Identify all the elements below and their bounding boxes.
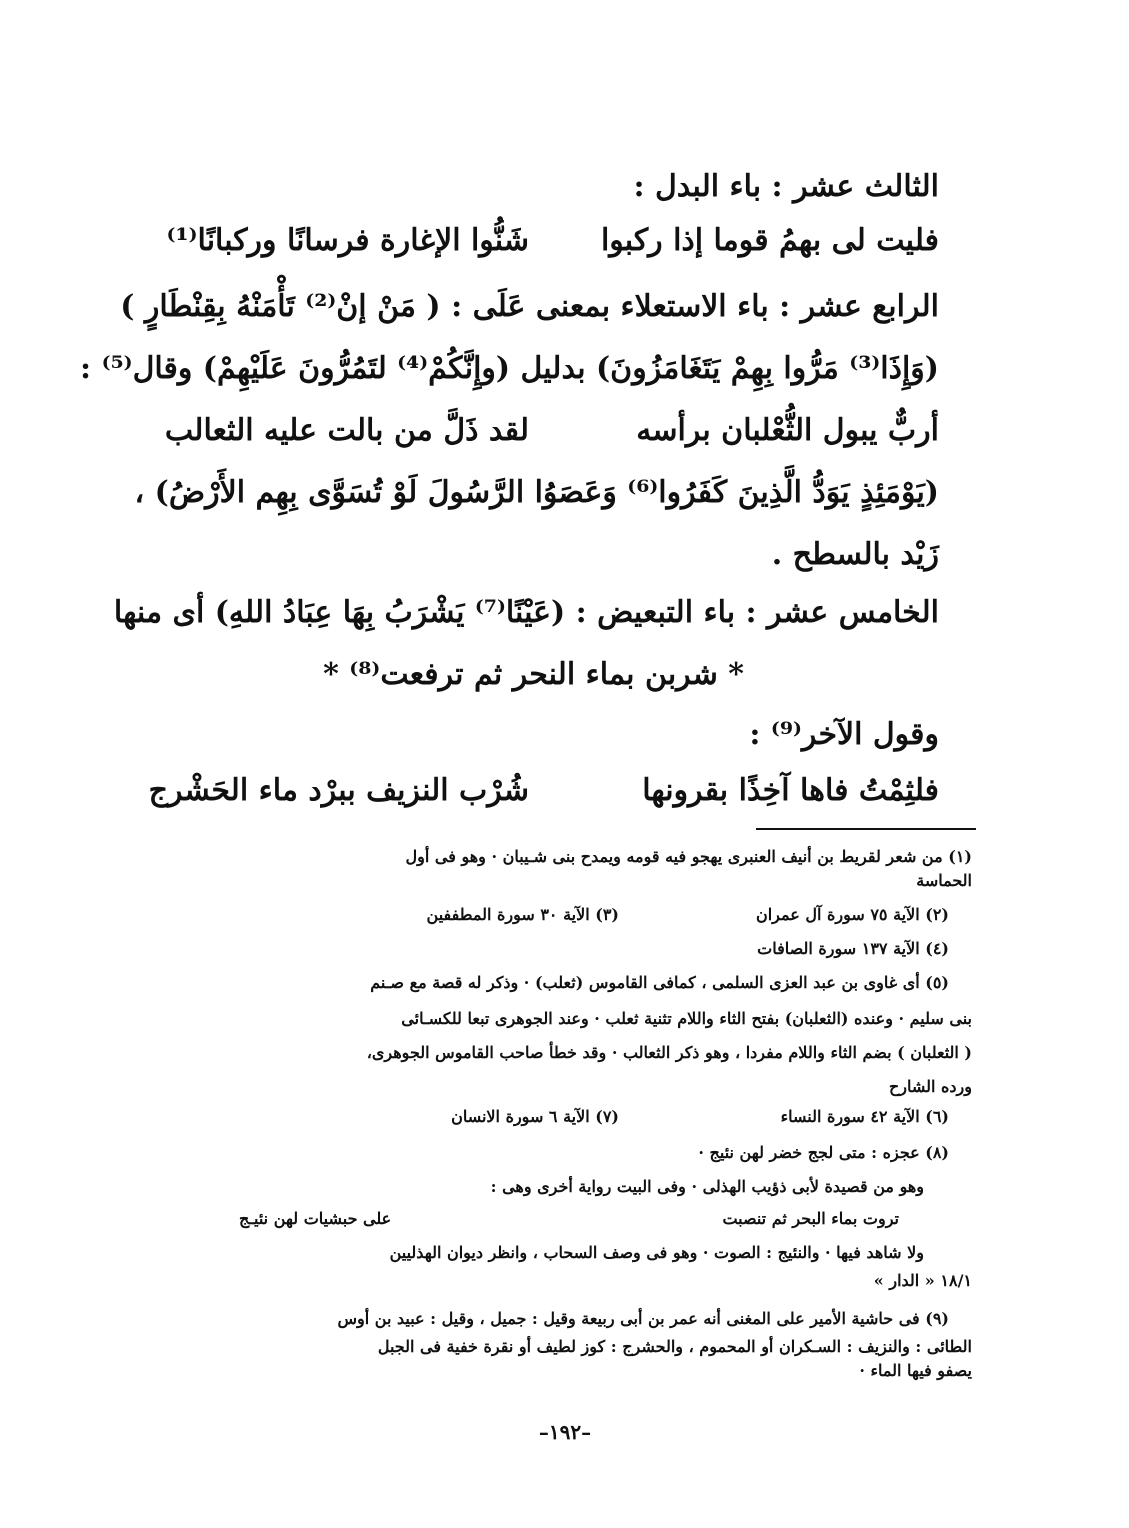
text-line-quran-2: (يَوْمَئِذٍ يَوَدُّ الَّذِينَ كَفَرُوا⁽⁶⁾ وَعَصَوُا الرَّسُولَ لَوْ تُسَوَّى بِهِم الأَرْضُ) ، — [134, 475, 939, 510]
verse-line-2 — [129, 412, 939, 450]
footnote-5-cont-1: بنى سليم · وعنده (الثعلبان) بفتح الثاء واللام تثنية ثعلب · وعند الجوهرى تبعا للكسـائى — [401, 1009, 972, 1028]
page-number: –١٩٢– — [538, 1420, 592, 1444]
footnote-8-verse — [239, 1208, 899, 1230]
text-line-example: زَيْد بالسطح . — [771, 537, 939, 572]
footnote-2: (٢) الآية ٧٥ سورة آل عمران — [755, 905, 949, 924]
text-line-quran: (وَإِذَا⁽³⁾ مَرُّوا بِهِمْ يَتَغَامَزُونَ) بدليل (وإِنَّكُمْ⁽⁴⁾ لتَمُرُّونَ عَلَيْهِمْ) وقال⁽⁵⁾ : — [80, 351, 939, 386]
footnote-5-cont-3: ورده الشارح — [888, 1077, 972, 1096]
footnote-8-cont-1: وهو من قصيدة لأبى ذؤيب الهذلى · وفى البيت رواية أخرى وهى : — [490, 1177, 924, 1196]
footnotes-6-7 — [249, 1106, 949, 1128]
footnote-separator — [756, 828, 976, 830]
verse-3-second-hemistich: شُرْب النزيف ببرْد ماء الحَشْرج — [148, 773, 529, 808]
verse-line-1 — [129, 222, 939, 260]
footnote-6: (٦) الآية ٤٢ سورة النساء — [780, 1107, 949, 1126]
footnote-9: (٩) فى حاشية الأمير على المغنى أنه عمر بن أبى ربيعة وقيل : جميل ، وقيل : عبيد بن أوس — [337, 1309, 949, 1328]
footnote-9-cont-1: الطائى : والنزيف : السـكران أو المحموم ، والحشرج : كوز لطيف أو نقرة خفية فى الجبل — [377, 1337, 972, 1356]
footnote-8-verse-first: تروت بماء البحر ثم تنصبت — [722, 1209, 899, 1228]
verse-1-second-hemistich: شَنُّوا الإغارة فرسانًا وركبانًا⁽¹⁾ — [166, 223, 529, 258]
heading-line-15: الخامس عشر : باء التبعيض : (عَيْنًا⁽⁷⁾ يَشْرَبُ بِهَا عِبَادُ اللهِ) أى منها — [113, 595, 939, 630]
footnote-8-verse-second: على حبشيات لهن نئيـج — [239, 1209, 392, 1228]
verse-line-3 — [129, 772, 939, 810]
footnote-8: (٨) عجزه : متى لجج خضر لهن نئيج · — [698, 1143, 949, 1162]
footnote-8-cont-3: ١٨/١ « الدار » — [873, 1271, 972, 1290]
footnote-5: (٥) أى غاوى بن عبد العزى السلمى ، كمافى القاموس (ثعلب) · وذكر له قصة مع صـنم — [370, 973, 949, 992]
footnote-7: (٧) الآية ٦ سورة الانسان — [451, 1107, 619, 1126]
footnotes-2-3 — [249, 904, 949, 926]
centered-hemistich: * شربن بماء النحر ثم ترفعت⁽⁸⁾ * — [323, 657, 744, 692]
verse-3-first-hemistich: فلثِمْتُ فاها آخِذًا بقرونها — [642, 773, 939, 808]
verse-2-second-hemistich: لقد ذَلَّ من بالت عليه الثعالب — [164, 413, 529, 448]
footnote-9-cont-2: يصفو فيها الماء · — [859, 1361, 972, 1380]
footnote-4: (٤) الآية ١٣٧ سورة الصافات — [757, 939, 949, 958]
verse-1-first-hemistich: فليت لى بهمُ قوما إذا ركبوا — [600, 223, 939, 258]
footnote-3: (٣) الآية ٣٠ سورة المطففين — [426, 905, 619, 924]
footnote-8-cont-2: ولا شاهد فيها · والنئيج : الصوت · وهو فى وصف السحاب ، وانظر ديوان الهذليين — [389, 1243, 924, 1262]
verse-2-first-hemistich: أربٌّ يبول الثُّعْلبان برأسه — [636, 413, 939, 448]
heading-line-13: الثالث عشر : باء البدل : — [633, 169, 939, 204]
footnote-5-cont-2: ( الثعلبان ) بضم الثاء واللام مفردا ، وهو ذكر الثعالب · وقد خطأ صاحب القاموس الجوهرى، — [366, 1043, 972, 1062]
footnote-1: (١) من شعر لقريط بن أنيف العنبرى يهجو فيه قومه ويمدح بنى شـيبان · وهو فى أول — [405, 847, 972, 866]
text-line-another: وقول الآخر⁽⁹⁾ : — [749, 717, 939, 752]
footnote-1-cont: الحماسة — [916, 871, 972, 890]
heading-line-14: الرابع عشر : باء الاستعلاء بمعنى عَلَى : ( مَنْ إنْ⁽²⁾ تَأْمَنْهُ بِقِنْطَارٍ ) — [120, 289, 939, 324]
